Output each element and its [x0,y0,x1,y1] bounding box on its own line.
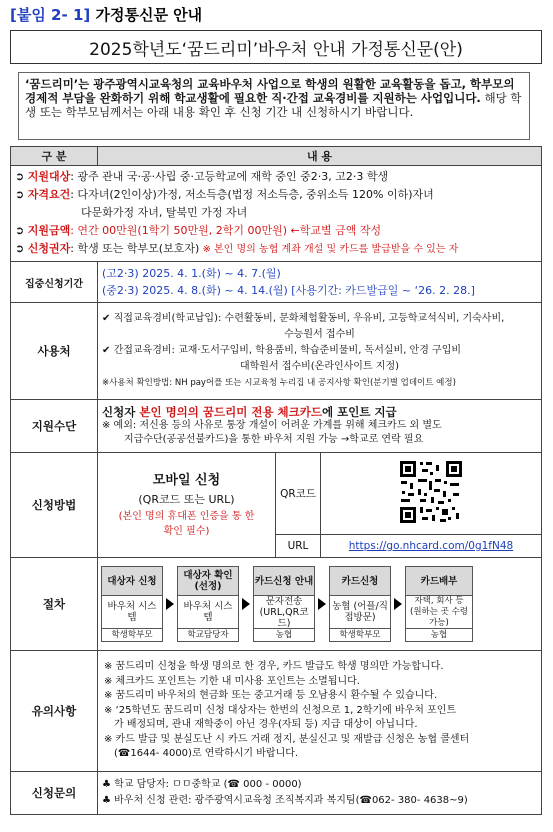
url-label: URL [276,535,321,558]
support-eligibility [11,186,541,204]
arrow-icon: ➲ [15,242,25,255]
apply-row [11,453,542,558]
usage-label: 사용처 [11,303,98,400]
step-body: 농협 (어플/직접방문) [332,601,388,623]
period-line-1: (고2·3) 2025. 4. 1.(화) ~ 4. 7.(월) [102,267,281,280]
support-text: : 다자녀(2인이상)가정, 저소득층(법정 저소득층, 중위소득 120% 이하)자녀 [70,188,434,201]
method-post: 에 포인트 지급 [322,405,397,419]
qr-code-icon[interactable] [398,459,464,528]
support-text: : 광주 관내 국·공·사립 중·고등학교에 재학 중인 중2·3, 고2·3 학생 [70,170,389,183]
mobile-title: 모바일 신청 [152,473,221,488]
arrow-right-icon [242,598,250,610]
url-link[interactable]: https://go.nhcard.com/0g1fN48 [348,540,514,552]
support-label: 신청권자 [27,242,71,255]
note-4b: 가 배정되며, 관내 재학중이 아닌 경우(자퇴 등) 지급 대상이 아닙니다. [114,719,418,731]
step-foot: 학생학부모 [330,628,390,641]
step-body: 바우처 시스템 [107,601,157,623]
step-foot: 학생학부모 [102,628,162,641]
step-foot: 농협 [254,628,314,641]
attachment-tag: [붙임 2- 1] [10,6,91,24]
note-5b: (☎1644- 4000)로 연락하시기 바랍니다. [114,748,299,760]
intro-normal: 해당 학생 또는 학부모님께서는 아래 내용 확인 후 신청 기간 내 신청하시기 바랍니다. [25,91,522,119]
usage-note: ※사용처 확인방법: NH pay어플 또는 시교육청 누리집 내 공지사항 확인(분기별 업데이트 예정) [102,378,456,388]
support-note: ※ 본인 명의 농협 계좌 개설 및 카드를 발급받을 수 있는 자 [199,244,459,255]
step-foot: 학교담당자 [178,628,238,641]
note-2: ※ 체크카드 포인트는 기한 내 미사용 포인트는 소멸됩니다. [104,675,360,687]
support-eligibility-2: 다문화가정 자녀, 탈북민 가정 자녀 [81,206,248,219]
note-5: ※ 카드 발급 및 분실도난 시 카드 거래 정지, 분실신고 및 재발급 신청은 농협 콜센터 [104,733,470,745]
support-row [11,166,542,262]
support-target [11,168,541,186]
procedure-row [11,558,542,651]
method-pre: 신청자 [102,405,140,419]
notes-label: 유의사항 [11,651,98,772]
attachment-title: 가정통신문 안내 [95,6,203,24]
procedure-step [329,566,391,642]
support-text: : 학생 또는 학부모(보호자) [70,242,200,255]
table-header [11,147,542,166]
arrow-right-icon [318,598,326,610]
period-line-2: (중2·3) 2025. 4. 8.(화) ~ 4. 14.(월) [사용기간: 카드발급일 ~ ‘26. 2. 28.] [102,284,475,297]
document-title-box [10,30,542,64]
arrow-icon: ➲ [15,188,25,201]
header-col2: 내 용 [98,147,542,166]
contact-label: 신청문의 [11,772,98,815]
procedure-step [405,566,473,642]
usage-direct [102,311,537,327]
note-1: ※ 꿈드리미 신청을 학생 명의로 한 경우, 카드 발급도 학생 명의만 가능합니다. [104,661,444,673]
arrow-icon: ➲ [15,224,25,237]
procedure-step [253,566,315,642]
step-body: 문자전송 (URL,QR코드) [259,595,309,629]
method-line-3: 지급수단(공공선불카드)을 통한 바우처 지원 가능 →학교로 연락 필요 [124,434,424,445]
intro-box [18,72,530,140]
support-label: 지원대상 [27,170,71,183]
method-line-1 [102,405,537,419]
usage-indirect-2: 대학원서 접수비(온라인사이트 지정) [239,361,400,372]
contact-office: ♣ 바우처 신청 관련: 광주광역시교육청 조직복지과 복지팀(☎062- 380- 4638~9) [102,795,468,806]
mobile-sub: (QR코드 또는 URL) [138,493,235,506]
procedure-step [177,566,239,642]
step-head: 카드신청 [330,567,390,596]
method-label: 지원수단 [11,400,98,453]
usage-indirect-text: 간접교육경비: 교재·도서구입비, 학용품비, 학습준비물비, 독서실비, 안경 구입비 [113,345,462,356]
check-icon: ✔ [102,345,111,356]
header-col1: 구 분 [11,147,98,166]
step-head: 대상자 신청 [102,567,162,596]
support-label: 자격요건 [27,188,71,201]
mobile-note: (본인 명의 휴대폰 인증을 통 한 확인 필수) [118,511,255,537]
attachment-heading [10,4,202,25]
intro-bold: ‘꿈드리미’는 광주광역시교육청의 교육바우처 사업으로 학생의 원활한 교육활동을 돕고, 학부모의 경제적 부담을 완화하기 위해 학교생활에 필요한 직·간접 교육경비를 지원하는 사업입니다. [25,77,515,105]
support-label: 지원금액 [27,224,71,237]
procedure-step [101,566,163,642]
method-line-2: ※ 예외: 저신용 등의 사유로 통장 개설이 어려운 가계를 위해 체크카드 외 별도 [102,420,442,431]
document-title: 2025학년도‘꿈드리미’바우처 안내 가정통신문(안) [89,39,463,60]
procedure-steps [99,562,540,646]
usage-direct-2: 수능원서 접수비 [284,329,355,340]
apply-label: 신청방법 [11,453,98,558]
arrow-icon: ➲ [15,170,25,183]
arrow-right-icon [394,598,402,610]
support-text: : 연간 00만원(1학기 50만원, 2학기 00만원) ←학교별 금액 작성 [70,224,382,237]
info-table [10,146,542,815]
notes-row [11,651,542,772]
support-amount [11,222,541,240]
step-head: 카드배부 [406,567,472,596]
note-3: ※ 꿈드리미 바우처의 현금화 또는 중고거래 등 오남용시 환수될 수 있습니다. [104,690,438,702]
method-red: 본인 명의의 꿈드리미 전용 체크카드 [139,405,322,419]
usage-direct-text: 직접교육경비(학교납입): 수련활동비, 문화체험활동비, 우유비, 고등학교석식비, 기숙사비, [113,313,505,324]
procedure-label: 절차 [11,558,98,651]
step-foot: 농협 [406,628,472,641]
check-icon: ✔ [102,313,111,324]
support-applicant [11,240,541,259]
arrow-right-icon [166,598,174,610]
contact-school: ♣ 학교 담당자: ㅁㅁ중학교 (☎ 000 - 0000) [102,779,302,790]
period-label: 집중신청기간 [11,262,98,303]
note-4: ※ ‘25학년도 꿈드리미 신청 대상자는 한번의 신청으로 1, 2학기에 바우처 포인트 [104,704,457,716]
method-row [11,400,542,453]
step-head: 대상자 확인(선정) [178,567,238,596]
period-row [11,262,542,303]
usage-row [11,303,542,400]
qr-label: QR코드 [276,453,321,535]
step-body: 자택, 회사 등 (원하는 곳 수령 가능) [410,595,468,628]
usage-indirect [102,343,537,359]
step-body: 바우처 시스템 [183,601,233,623]
step-head: 카드신청 안내 [254,567,314,596]
contact-row [11,772,542,815]
